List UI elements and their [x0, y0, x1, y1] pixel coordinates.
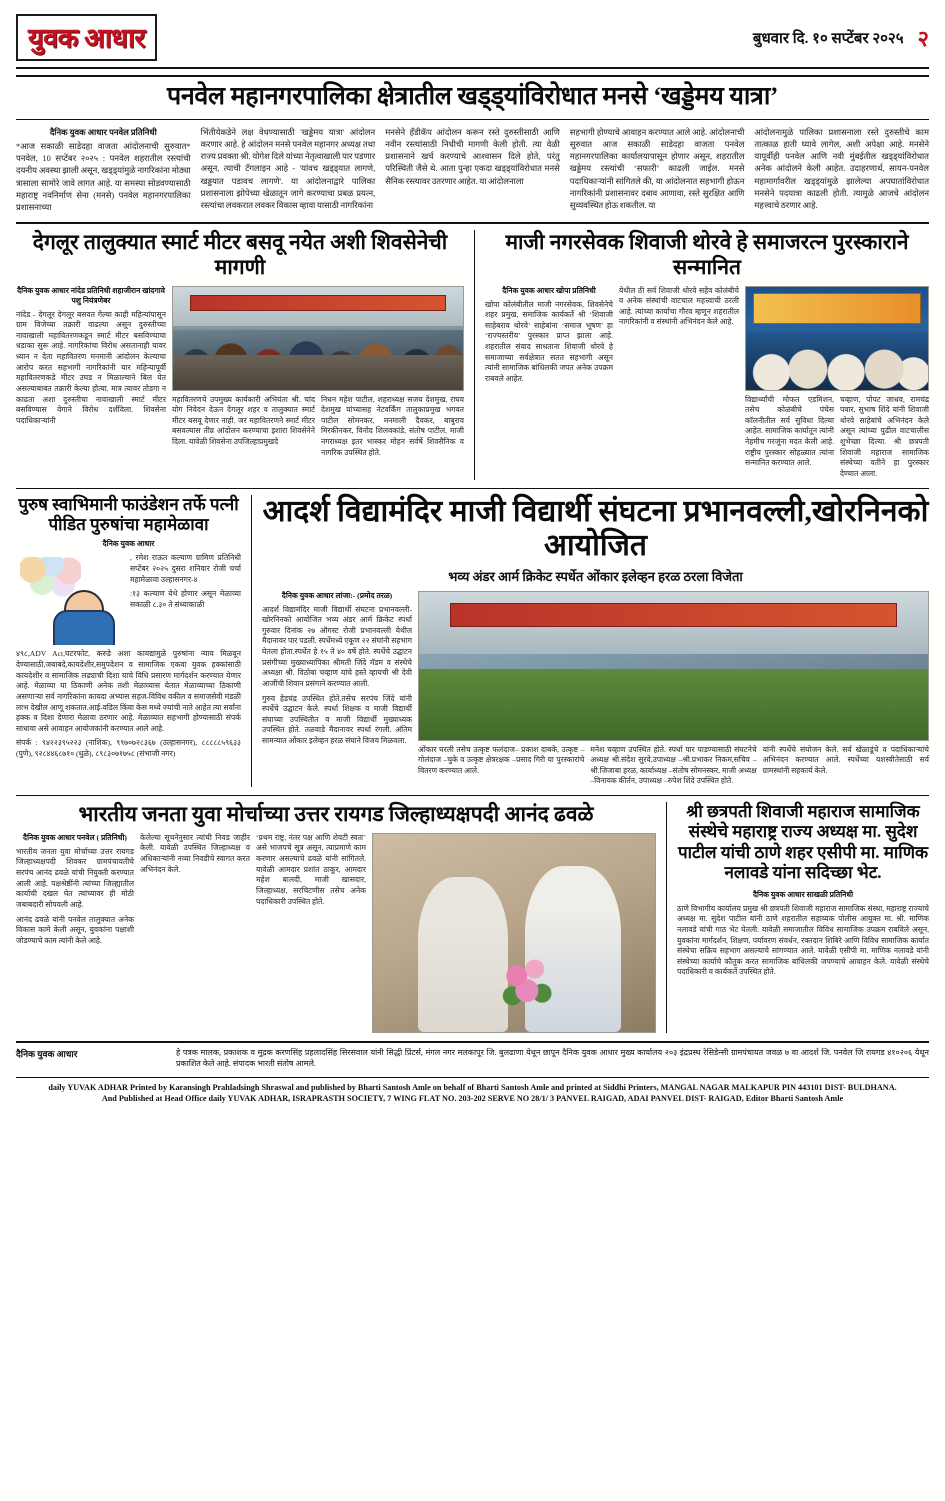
shivaji-meet-headline: श्री छत्रपती शिवाजी महाराज सामाजिक संस्थेचे महाराष्ट्र राज्य अध्यक्ष मा. सुदेश पाटील यांची ठाणे शहर एसीपी मा. माणिक नलावडे यांना सदिच्छा भेट. [677, 802, 929, 883]
third-vertical-divider [251, 495, 252, 788]
purush-body: ४९८,ADV Act,घटरफोट, करुडे अशा कायद्यामुळे पुरुषांना न्याय मिळवून देण्यासाठी,जबाबदे,कायदेशीर,समुपदेशन व सामाजिक एकवा युवक हक्कांसाठी कायदेशीर व सामाजिक लढ्याची दिशा याचे विधि प्रसारण मार्गदर्शन करण्यात येणार आहे. मेळाव्या या ठिकाणी अनेक तशी मेळाव्यास येतात मेळाव्याच्या ठिकाणी असणाऱ्या सर्व नागरिकांना कायदा अभ्यास सहज-विविध वकील व समाजसेवी मंडळी लाभ देखील आणू शकतात.आई-वडिल किंवा केस मध्ये ज्यांची नाते आहेत त्या सर्वांना हक्क व दिशा देणारा मेळावा ठरणार आहे. मेळाव्यात सहभागी होण्यासाठी संपर्क साधावा असे आवाहन आयोजकांनी करण्यात आले आहे. [16, 649, 241, 733]
adarsh-col-4: मनेश चव्हाण उपस्थित होते. स्पर्धा पार पाडण्यासाठी संघटनेचे अध्यक्ष श्री.संदेश सुरवे,उपाध्यक्ष –श्री.प्रभाकर निकम,सचिव –श्री.जिजाबा हरळ, कार्याध्यक्ष –संतोष सोमनस्कर, माजी अध्यक्ष –विनायक कीर्तन, उपाध्यक्ष –रुपेश शिंदे उपस्थित होते. [590, 744, 757, 786]
degloor-col-1: नांदेड - देगलूर देगलूर बसवत गेल्या काही महिन्यांपासून ग्राम विजेच्या तक्रारी वाढल्या असून दुरुस्तीच्या नावाखाली महावितरणकडून स्मार्ट मीटर बसविण्याचा धडाका सुरू आहे. नागरिकांचा विरोध असतानाही यावर ध्यान न देता महावितरण मनमानी आंदोलन केल्याचा आरोप करत सहभागी नागरिकांनी यार महिन्यापूर्वी महावितरणकडे मीटर उघड न मिळाल्याने बिल येत असल्याबाबत तक्रारी केल्या होत्या. मात्र त्यावर तोडगा न काढता अशा दुरुस्तीचा नावाखाली स्मार्ट मीटर बसविण्यास वेगाने विरोध दर्शविला. शिवसेना पदाधिकाऱ्यांनी [16, 309, 166, 425]
adarsh-col-2: गुरुव हेडचंद्र उपस्थित होते.तसेच सरपंच जिंदे यांनी स्पर्धेचे उद्घाटन केले. स्पर्धा शिक्षक व माजी विद्यार्थी संघाच्या उपस्थितीत व माजी विद्यार्थी मुख्याध्यक उपस्थित होते. तळवाडे मैदानावर स्पर्धा रंगली. अंतिम सामन्यात ओंकार इलेव्हन हरळ संघाने विजय मिळवला. [262, 693, 412, 746]
thorve-col-2: येथील ठी सर्व शिवाजी थोरवे सहेव कोलंबीचे व अनेक संस्थांची वाटचाल महत्त्वाची ठरली आहे. त्यांच्या कार्याचा गौरव म्हणून शहरातील नागरिकांनी व संस्थांनी अभिनंदन केले आहे. [619, 285, 739, 327]
shivaji-meet-byline: दैनिक युवक आधार साखळी प्रतिनिधी [752, 889, 854, 899]
adarsh-col-1: आदर्श विद्यामंदिर माजी विद्यार्थी संघटना प्रभानवल्ली-खोरनिनको आयोजित भव्य अंडर आर्म क्रिकेट स्पर्धा गुरुवार दिनांक २७ ऑगस्ट रोजी प्रभानवल्ली येथील मैदानावर पार पडली. स्पर्धेमध्ये एकूण २२ संघांनी सहभाग घेतला होता.स्पर्धेत हे १५ ते ४० वर्षे होते. स्पर्धेचे उद्घाटन प्रसंगीच्या मुख्याध्यापिका श्रीमती जिंदे मॅडम व संस्थेचे अध्यक्षा श्री. विठोबा चव्हाण यांचे हस्ते व्हायची श्री देवी आजींची शिवान प्रसंगाने करण्यात आली. [262, 604, 412, 688]
degloor-text-block [16, 286, 166, 459]
bjym-col-1-wrap [16, 833, 134, 1033]
newspaper-logo [16, 14, 157, 61]
adarsh-byline: दैनिक युवक आधार लांजा:- (प्रमोद तरळ) [281, 590, 393, 600]
lead-col-2-text: भिंतीयेकडेने लक्ष वेधण्यासाठी 'खड्डेमय यात्रा' आंदोलन करणार आहे. हे आंदोलन मनसे पनवेल महानगर अध्यक्ष तथा राज्य प्रवक्ता श्री. योगेश दिले यांच्या नेतृत्वाखाली पार पडणार असून, त्याची टॅगलाइन आहे - 'यांवच खड्ड्यात लागणे, खड्डयात पडावच लागणे'. या आंदोलनाद्वारे पालिका प्रशासनाला झोपेच्या खेळातून जागे करण्याचा प्रबळ प्रयत्न, रस्त्यांचा लवकरात लवकर विकास व्हावा यासाठी नागरिकांना [200, 127, 376, 210]
bjym-body [16, 833, 656, 1033]
page-number: २ [917, 25, 929, 51]
bjym-col-4: ‘प्रथम राष्ट्र, नंतर पक्ष आणि शेवटी स्वतः’ असे भाजपचे सूत्र असून, त्याप्रमाणे काम करणार असल्याचे ढवळे यांनी सांगितले. यावेळी आमदार प्रशांत ठाकूर, आमदार महेश बालदी, माजी खासदार, जिल्हाध्यक्ष, सरचिटणीस तसेच अनेक पदाधिकारी उपस्थित होते. [256, 832, 366, 906]
third-section [16, 495, 929, 788]
lead-col-4-text: सहभागी होण्याचे आवाहन करण्यात आले आहे. आंदोलनाची सुरुवात आज सकाळी साडेदहा वाजता पनवेल महानगरपालिका कार्यालयापासून होणार असून, शहरातील खड्डेमय रस्त्यांची ‘सफारी’ काढली जाईल. मनसे पदाधिकाऱ्यांनी सांगितले की, या आंदोलनात सहभागी होऊन नागरिकांनी प्रशासनावर दबाव आणावा, रस्ते सुरक्षित आणि सुव्यवस्थित होऊ शकतील. या [569, 127, 745, 210]
fourth-vertical-divider [666, 802, 667, 1033]
story-shivaji-meet [677, 802, 929, 1033]
thorve-body [485, 286, 929, 480]
lead-col-5-text: आंदोलनामुळे पालिका प्रशासनाला रस्ते दुरुस्तीचे काम तात्काळ हाती घ्यावे लागेल, अशी अपेक्षा आहे. मनसेने यापूर्वीही पनवेल आणि नवी मुंबईतील खड्ड्यांविरोधात अनेक आंदोलने केली आहेत. उदाहरणार्थ, सायन-पनवेल महामार्गावरील खड्ड्यांमुळे झालेल्या अपघातांविरोधात मनसेने पदयात्रा काढली होती. त्यामुळे आजचे आंदोलन महत्त्वाचे ठरणार आहे. [754, 127, 929, 210]
purush-byline: दैनिक युवक आधार [102, 539, 155, 549]
adarsh-col-5: यांनी स्पर्धेचे संयोजन केले. सर्व खेळाडूंचे व पदाधिकाऱ्यांचे अभिनंदन करण्यात आले. स्पर्धेच्या यशस्वीतेसाठी सर्व ग्रामस्थांनी सहकार्य केले. [762, 744, 929, 775]
lead-headline: पनवेल महानगरपालिका क्षेत्रातील खड्ड्यांविरोधात मनसे ‘खड्डेमय यात्रा’ [16, 75, 929, 120]
logo-text: युवक आधार [28, 23, 145, 53]
divider-after-mid [16, 488, 929, 489]
footer-brand: दैनिक युवक आधार [16, 1048, 78, 1059]
thorve-headline: माजी नगरसेवक शिवाजी थोरवे हे समाजरत्न पुरस्काराने सन्मानित [505, 230, 909, 279]
thorve-col-2-wrap [619, 286, 739, 480]
footer-note-row [16, 1047, 929, 1069]
purush-contacts: संपर्क : ९४२२३९५२२३ (नाशिक), ९९७०७२८३६७ (उल्हासनगर), ८८८८८५९६३३ (पुणे), ९२८४४६८७१० (धुळे), ८९८३०७१७५८ (संभाजी नगर) [16, 738, 241, 758]
purush-info [130, 553, 241, 645]
story-bjym [16, 802, 656, 1033]
divider-after-third [16, 795, 929, 796]
divider-footer-top [16, 1041, 929, 1043]
adarsh-photo [418, 591, 929, 741]
thorve-captions [745, 395, 929, 480]
degloor-col-3: निधन महेश पाटील, शहराध्यक्ष सजय देशमुख, राघव देशमुख यांच्यासह नेटवर्किंग तालुकाप्रमुख भगवत पाटील सोमनकर, मनमाली दैवकर, बाबुराव मिरकीनकर, विनोद शिलवकांडे, संतोष पाटील, माजी नगराध्यक्ष इतर भास्कर मोहन सर्वर्षे शिवसैनिक व नागरिक उपस्थित होते. [321, 394, 464, 457]
degloor-body [16, 286, 464, 459]
story-adarsh [262, 495, 929, 788]
degloor-headline: देगलूर तालुक्यात स्मार्ट मीटर बसवू नयेत अशी शिवसेनेची मागणी [32, 230, 448, 279]
thorve-col-4: चव्हाण, पोपट जाधव, रामचंद्र पवार, सुभाष शिंदे यांनी शिवाजी थोरवे साहेबांचे अभिनंदन केले असून त्यांच्या पुढील वाटचालीस शुभेच्छा दिल्या. श्री छत्रपती शिवाजी महाराज सामाजिक संस्थेच्या वतीने हा पुरस्कार देण्यात आला. [840, 394, 929, 478]
adarsh-headline: आदर्श विद्यामंदिर माजी विद्यार्थी संघटना प्रभानवल्ली,खोरनिनको आयोजित [262, 494, 929, 563]
degloor-byline: दैनिक युवक आधार नांदेड प्रतिनिधी शहाजीरान खांदगावे पशु नियंत्रणेबर [17, 285, 165, 305]
shivaji-meet-body: ठाणे विभागीय कार्यालय प्रमुख श्री छत्रपती शिवाजी महाराज सामाजिक संस्था, महाराष्ट्र राज्याचे अध्यक्ष मा. सुदेश पाटील यांनी ठाणे शहरातील सहाय्यक पोलीस आयुक्त मा. श्री. माणिक नलावडे यांची गाठ भेट घेतली. यावेळी समाजातील विविध सामाजिक उपक्रम राबविले असून, युवकांना मार्गदर्शन, शिक्षण, पर्यावरण संवर्धन, रक्तदान शिबिरे आणि विविध सामाजिक कार्यात संस्थेचा सक्रिय सहभाग असल्याचे सांगण्यात आले. यावेळी एसीपी मा. माणिक नलावडे यांनी संस्थेच्या कार्याचे कौतुक करत सामाजिक बांधिलकी जपण्याचे आवाहन केले. यावेळी संस्थेचे पदाधिकारी व कार्यकर्ते उपस्थित होते. [677, 903, 929, 977]
degloor-col-2: महावितरणचे उपमुख्य कार्यकारी अभियंता श्री. चांद योग निवेदन देऊन देगलूर शहर व तालुक्यात स्मार्ट मीटर बसवू देणार नाही. जर महावितरणने स्मार्ट मीटर बसवल्यास तीव्र आंदोलन करण्याचा इशारा शिवसेनेने दिला. यावेळी शिवसेना उपजिल्हाप्रमुखदे [172, 394, 315, 447]
adarsh-captions [418, 745, 929, 788]
adarsh-left-text [262, 591, 412, 788]
bjym-photo-wrap [372, 833, 656, 1033]
story-purush [16, 495, 241, 788]
purush-info-right: :१३ कल्याण येथे होणार असून मेळाव्या सकाळी ८.३० ते संध्याकाळी [130, 589, 241, 609]
lead-col-1-text: *आज सकाळी साडेदहा वाजता आंदोलनाची सुरुवात* पनवेल, 10 सप्टेंबर २०२५ : पनवेल शहरातील रस्त्यांची दयनीय अवस्था झाली असून, खड्ड्यांमुळे नागरिकांना मोठ्या त्रासाला सामोरे जावे लागत आहे. या समस्या सोडवण्यासाठी महाराष्ट्र नवनिर्माण सेना (मनसे) पनवेल महानगरपालिका प्रशासनाच्या [16, 141, 191, 212]
lead-col-5 [754, 127, 929, 214]
footer-note: हे पत्रक मालक, प्रकाशक व मुद्रक करणसिंह प्रहलादसिंह सिरसवाल यांनी सिद्धी प्रिंटर्स, मंगल नगर मलकापूर जि. बुलढाणा येथून छापून दैनिक युवक आधार मुख्य कार्यालय २०३ इंद्रप्रस्थ रेसिडेन्सी ग्रामपंचायत जवळ ७ वा आदर्श जि. पनवेल जि रायगड ४१०२०६ येथून प्रकाशित केले आहे. संपादक भारती संतोष आमले. [176, 1047, 929, 1069]
bjym-col-3: केलेल्या सूचनेनुसार त्यांची निवड जाहीर केली. यावेळी उपस्थित जिल्हाध्यक्ष व अधिकाऱ्यांनी नव्या निवडीचे स्वागत करत अभिनंदन केले. [140, 832, 250, 874]
lead-col-2 [201, 127, 376, 214]
bjym-col-2: आनंद ढवळे यांनी पनवेल तालुक्यात अनेक विकास कामे केली असून, युवकांना पक्षाशी जोडण्याचे काम त्यांनी केले आहे. [16, 914, 134, 945]
fourth-section [16, 802, 929, 1033]
bjym-byline: दैनिक युवक आधार पनवेल ( प्रतिनिधी) [23, 832, 127, 842]
purush-headline: पुरुष स्वाभिमानी फाउंडेशन तर्फे पत्नी पीडित पुरुषांचा महामेळावा [18, 494, 239, 534]
thorve-photo [745, 286, 929, 391]
degloor-captions [172, 395, 464, 459]
lead-col-4 [570, 127, 745, 214]
lead-columns [16, 127, 929, 214]
adarsh-right [418, 591, 929, 788]
purush-info-left: , रमेश राऊत कल्याण ग्रामिण प्रतिनिधी सप्टेंबर २०२५ दुसरा शनिवार रोजी चर्चा महामेळावा उल्हासनगर-४ [130, 553, 241, 584]
thorve-col-1: खोपा कोलंबीतील माजी नगरसेवक, शिवसेनेचे शहर प्रमुख, समाजिक कार्यकर्ते श्री ‘शिवाजी साहेबराव थोरवे’ साहेबांना ‘समाज भूषण’ हा ‘राज्यस्तरीय’ पुरस्कार प्राप्त झाला आहे. शहरातील संवाद साधताना शिवाजी थोरवे हे समाजाच्या सर्वक्षेत्रात सतत सहभागी असून त्यांनी सामाजिक बांधिलकी जपत अनेक उपक्रम राबवले आहेत. [485, 299, 613, 383]
purush-illustration [16, 553, 124, 645]
divider-after-lead [16, 222, 929, 224]
degloor-photo [172, 286, 464, 391]
adarsh-subhead: भव्य अंडर आर्म क्रिकेट स्पर्धेत ओंकार इलेव्हन हरळ ठरला विजेता [448, 568, 743, 584]
bjym-col-4-wrap [256, 833, 366, 1033]
masthead [16, 14, 929, 69]
thorve-col-3: विद्यार्थ्यांची मोफत एडमिशन, तसेच कोळंबीचे पंचेस कॉलनीतील सर्व सुविधा दिल्या आहेत. सामाजिक कार्यातून त्यांनी नेहमीच गरजूंना मदत केली आहे. राष्ट्रीय पुरस्कार सोहळ्यात त्यांना सन्मानित करण्यात आले. [745, 394, 834, 468]
lead-col-3 [385, 127, 560, 214]
bjym-col-1: भारतीय जनता युवा मोर्चाच्या उत्तर रायगड जिल्हाध्यक्षपदी शिवकर ग्रामपंचायतीचे सरपंच आनंद ढवळे यांची नियुक्ती करण्यात आली आहे. पक्षश्रेष्ठींनी त्यांच्या जिल्ह्यातील कार्याची दखल घेत त्यांच्यावर ही मोठी जबाबदारी सोपवली आहे. [16, 846, 134, 909]
thorve-right [745, 286, 929, 480]
bjym-photo [372, 833, 656, 1033]
thorve-text-block [485, 286, 613, 480]
issue-date: बुधवार दि. १० सप्टेंबर २०२५ [752, 30, 904, 47]
story-degloor [16, 230, 464, 480]
story-thorve [485, 230, 929, 480]
purush-top [16, 553, 241, 645]
adarsh-body [262, 591, 929, 788]
bjym-headline: भारतीय जनता युवा मोर्चाच्या उत्तर रायगड जिल्हाध्यक्षपदी आनंद ढवळे [78, 802, 594, 827]
imprint: daily YUVAK ADHAR Printed by Karansingh Prahladsingh Shraswal and published by Bharti Santosh Amle on behalf of Bharti Santosh Amle and printed at Siddhi Printers, MANGAL NAGAR MALKAPUR PIN 443101 DIST- BULDHANA. And Published at Head Office daily YUVAK ADHAR, ISRAPRASTH SOCIETY, 7 WING FLAT NO. 203-202 SERVE NO 28/1/ 3 PANVEL RAIGAD, ADAI PANVEL DIST- RAIGAD, Editor Bharti Santosh Amle [48, 1083, 897, 1104]
bjym-col-3-wrap [140, 833, 250, 1033]
lead-byline: दैनिक युवक आधार पनवेल प्रतिनिधी [49, 127, 157, 137]
adarsh-col-3: ओंकार घरली तसेच उत्कृष्ट फलंदाज– प्रकाश दाबके, उत्कृष्ट –गोलंदाज –चुके व उत्कृष्ट क्षेत्ररक्षक –प्रसाद गिरी या पुरस्कारांचे वितरण करण्यात आले. [418, 744, 585, 775]
thorve-byline: दैनिक युवक आधार खोपा प्रतिनिधी [502, 285, 596, 295]
masthead-right [753, 23, 929, 53]
lead-col-3-text: मनसेने हँडीकॅप आंदोलन करून रस्ते दुरुस्तीसाठी आणि नवीन रस्त्यांसाठी निधीची मागणी केली होती. त्या वेळी प्रशासनाने खर्च करण्याचे आश्वासन दिले होते, परंतु परिस्थिती जैसे थे. आता पुन्हा एकदा खड्ड्यांविरोधात मनसे सैनिक रस्त्यावर उतरणार आहेत. या आंदोलनाला [385, 127, 560, 186]
lead-col-1 [16, 127, 191, 214]
mid-vertical-divider [474, 230, 475, 480]
degloor-right [172, 286, 464, 459]
mid-section [16, 230, 929, 480]
